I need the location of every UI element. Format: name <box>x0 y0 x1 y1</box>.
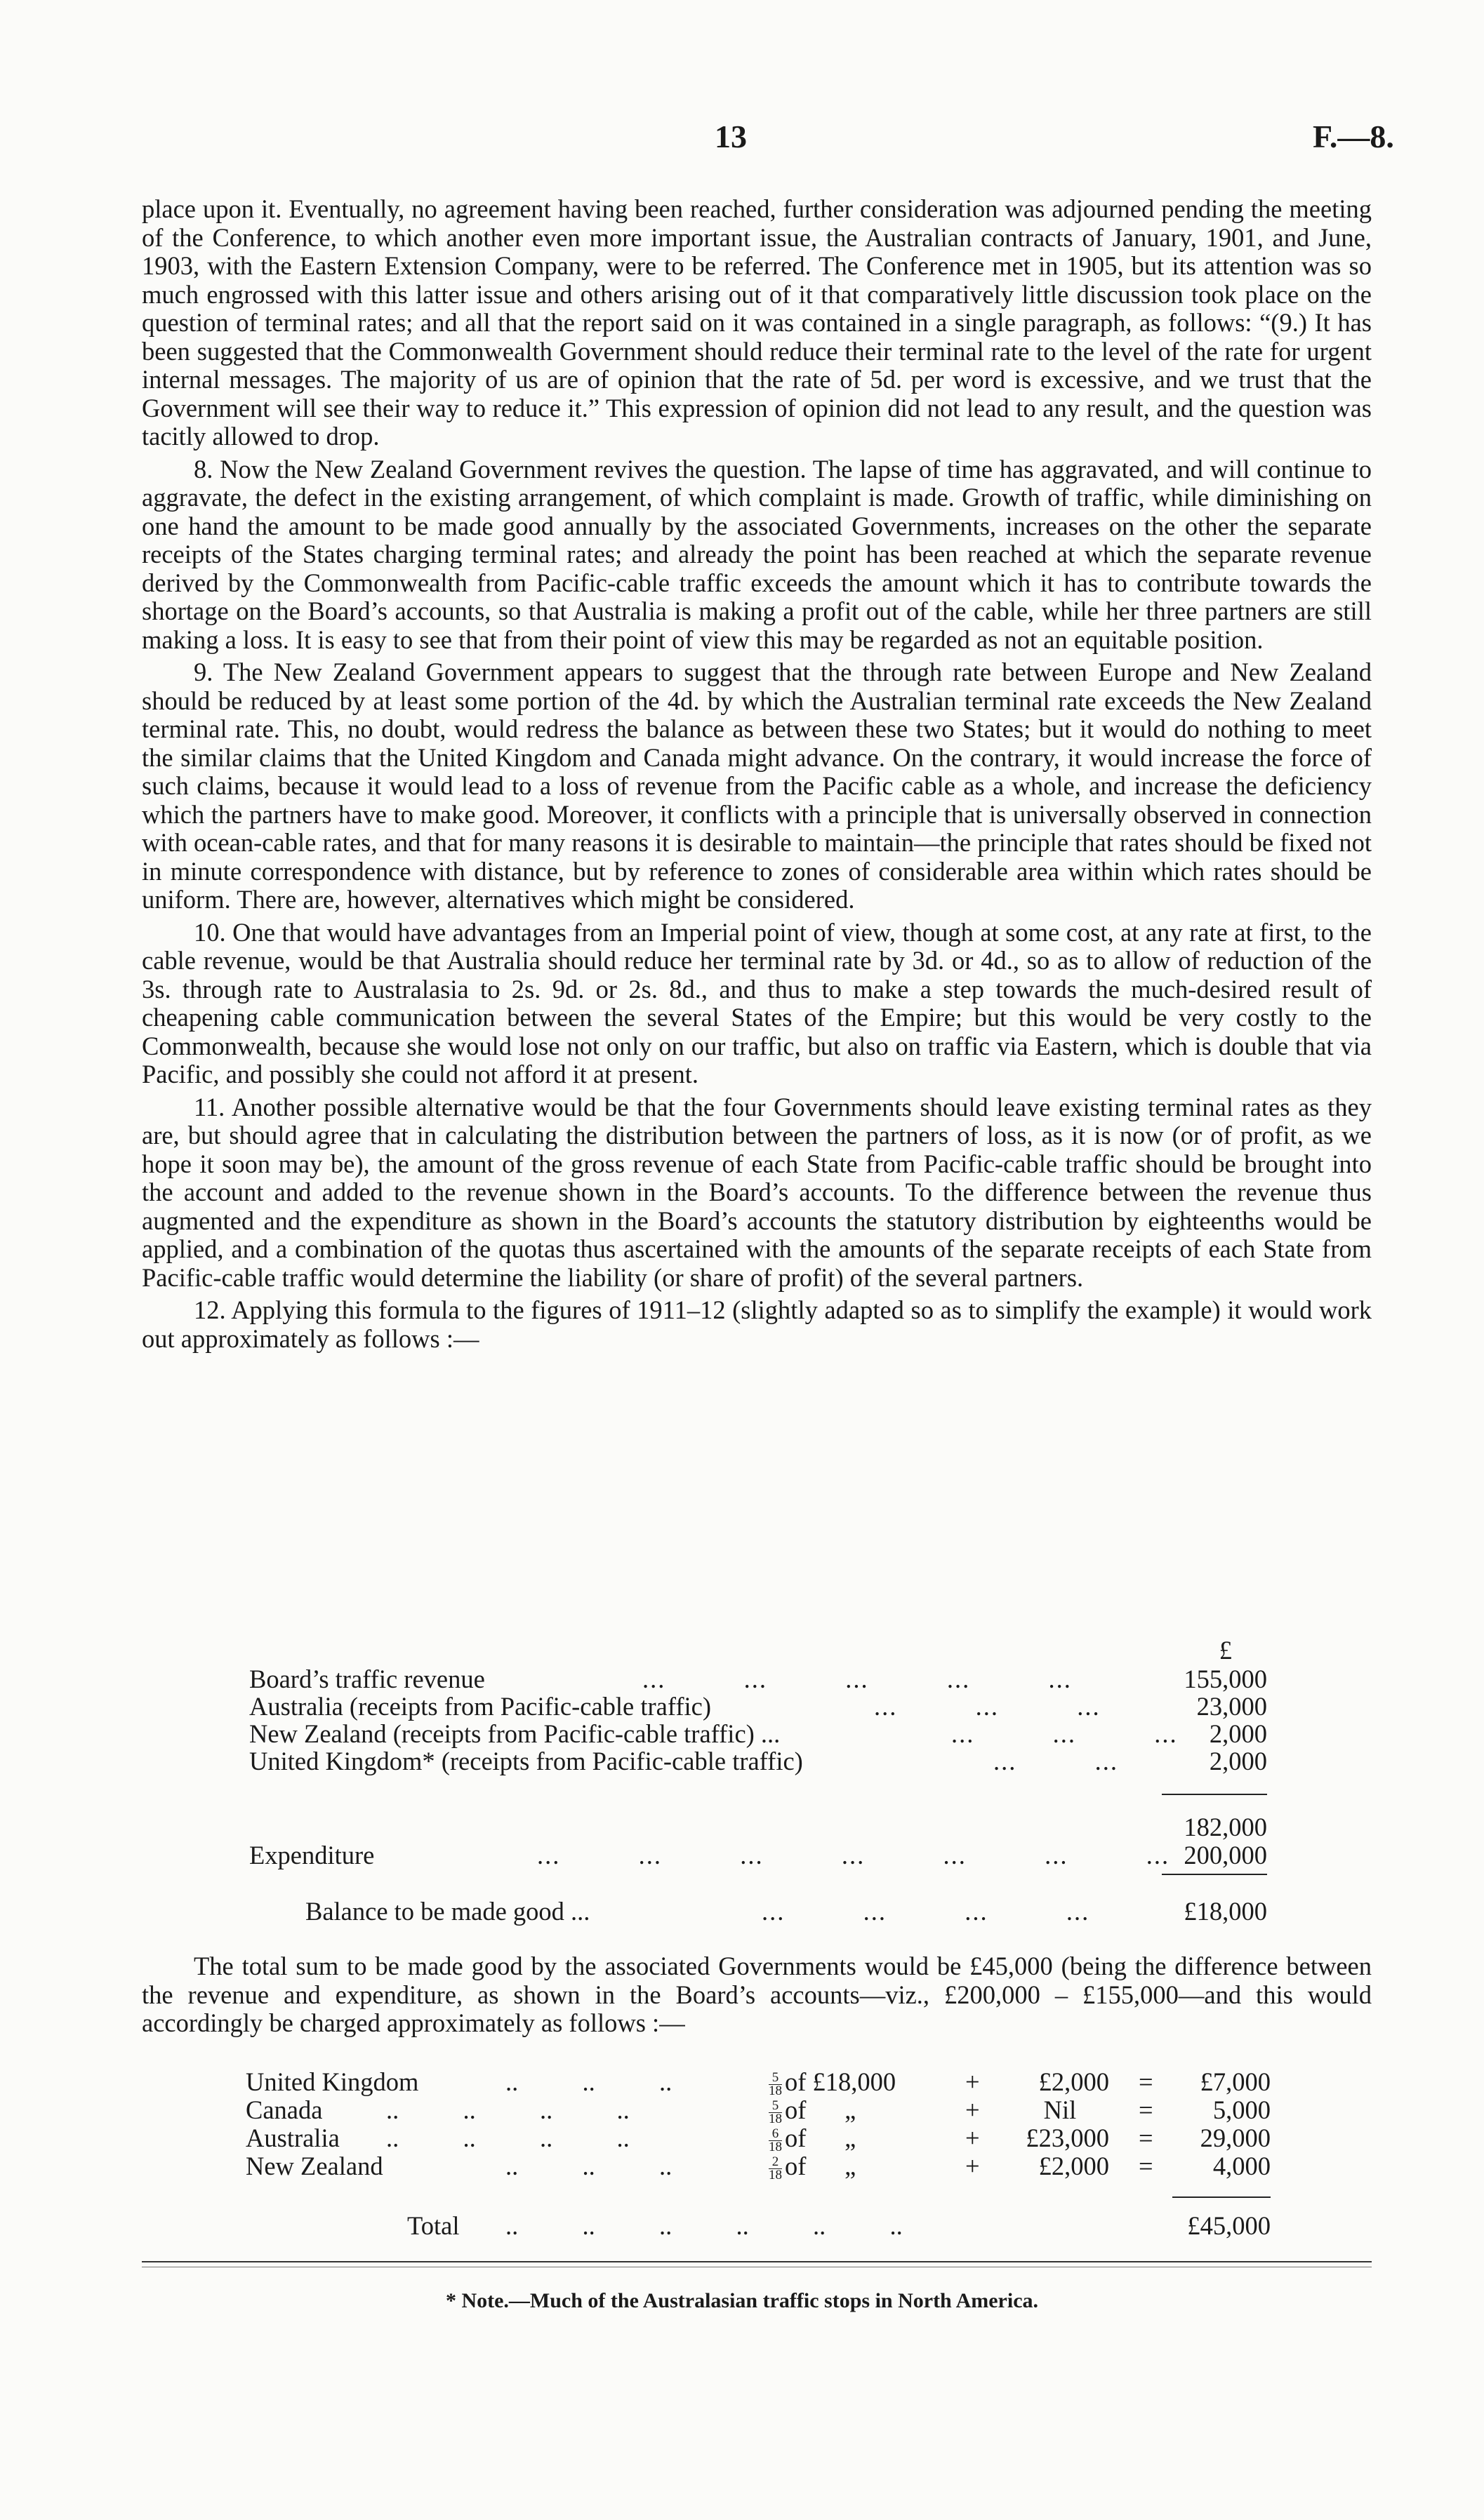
body-text <box>142 195 1372 1357</box>
table-row: Board’s traffic revenue ... ... ... ... ... 155,000 <box>249 1665 1267 1693</box>
paragraph-total-sum: The total sum to be made good by the associated Governments would be £45,000 (being the difference between the revenue and expenditure, as shown in the Board’s accounts—viz., £200,000 – £155,000—and this would accordingly be charged approximately as follows :— <box>142 1952 1372 2037</box>
fraction: $\frac{5}{18}$ <box>769 2070 782 2099</box>
footnote: * Note.—Much of the Australasian traffic stops in North America. <box>445 2289 1039 2312</box>
paragraph-10: 10. One that would have advantages from an Imperial point of view, though at some cost, at any rate at first, to the cable revenue, would be that Australia should reduce her terminal rate by 3d. or 4d., so as to allow of reduction of the 3s. through rate to Australasia to 2s. 9d. or 2s. 8d., and thus to make a step towards the much-desired result of cheapening cable communication between the several States of the Empire; but this would be very costly to the Commonwealth, because she would lose not only on our traffic, but also on traffic via Eastern, which is double that via Pacific, and possibly she could not afford it at present. <box>142 917 1372 1088</box>
balance-row: Balance to be made good ... ... ... ... ... £18,000 <box>305 1897 1267 1926</box>
table-row: Australia .. .. .. .. $\frac{6}{18}$ of „ + £23,000 = 29,000 <box>246 2124 1271 2155</box>
currency-symbol: £ <box>1219 1636 1232 1665</box>
paragraph-continued: place upon it. Eventually, no agreement having been reached, further consideration was adjourned pending the meeting of the Conference, to which another even more important issue, the Australian contracts of January, 1901, and June, 1903, with the Eastern Extension Company, were to be referred. The Conference met in 1905, but its attention was so much engrossed with this latter issue and others arising out of it that comparatively little discussion took place on the question of terminal rates; and all that the report said on it was contained in a single paragraph, as follows: “(9.) It has been suggested that the Commonwealth Government should reduce their terminal rate to the level of the rate for urgent internal messages. The majority of us are of opinion that the rate of 5d. per word is excessive, and we trust that the Government will see their way to reduce it.” This expression of opinion did not lead to any result, and the question was tacitly allowed to drop. <box>142 194 1372 451</box>
table-row: United Kingdom* (receipts from Pacific-cable traffic) ... ... 2,000 <box>249 1747 1267 1775</box>
paragraph-11: 11. Another possible alternative would be that the four Governments should leave existing terminal rates as they are, but should agree that in calculating the distribution between the partners of loss, as it is now (or of profit, as we hope it soon may be), the amount of the gross revenue of each State from Pacific-cable traffic should be brought into the account and added to the revenue shown in the Board’s accounts. To the difference between the revenue thus augmented and the expenditure as shown in the Board’s accounts the statutory distribution by eighteenths would be applied, and a combination of the quotas thus ascertained with the amounts of the separate receipts of each State from Pacific-cable traffic would determine the liability (or share of profit) of the several partners. <box>142 1092 1372 1292</box>
subtotal-row: 182,000 <box>1184 1813 1267 1841</box>
paragraph-12: 12. Applying this formula to the figures of 1911–12 (slightly adapted so as to simplify the example) it would work out approximately as follows :— <box>142 1295 1372 1353</box>
body-text-2 <box>142 1952 1372 2042</box>
table-row: Australia (receipts from Pacific-cable traffic) ... ... ... 23,000 <box>249 1692 1267 1721</box>
fraction: $\frac{5}{18}$ <box>769 2098 782 2127</box>
fraction: $\frac{2}{18}$ <box>769 2154 782 2183</box>
balance-rule <box>1162 1874 1267 1875</box>
total-row: Total .. .. .. .. .. .. £45,000 <box>407 2211 1271 2240</box>
table-row: New Zealand .. .. .. $\frac{2}{18}$ of „ + £2,000 = 4,000 <box>246 2152 1271 2183</box>
table-row: Canada .. .. .. .. $\frac{5}{18}$ of „ + Nil = 5,000 <box>246 2095 1271 2127</box>
total-rule <box>1172 2196 1271 2198</box>
expenditure-row: Expenditure ... ... ... ... ... ... ... 200,000 <box>249 1841 1267 1869</box>
document-reference: F.—8. <box>1313 119 1394 154</box>
fraction: $\frac{6}{18}$ <box>769 2126 782 2155</box>
footnote-divider <box>142 2261 1372 2262</box>
table-row: United Kingdom .. .. .. $\frac{5}{18}$ of £18,000 + £2,000 = £7,000 <box>246 2067 1271 2099</box>
page-number: 13 <box>715 119 747 154</box>
paragraph-9: 9. The New Zealand Government appears to suggest that the through rate between Europe and New Zealand should be reduced by at least some portion of the 4d. by which the Australian terminal rate exceeds the New Zealand terminal rate. This, no doubt, would redress the balance as between these two States; but it would do nothing to meet the similar claims that the United Kingdom and Canada might advance. On the contrary, it would increase the force of such claims, because it would lead to a loss of revenue from the Pacific cable as a whole, and increase the deficiency which the partners have to make good. Moreover, it conflicts with a principle that is universally observed in connection with ocean-cable rates, and that for many reasons it is desirable to maintain—the principle that rates should be fixed not in minute correspondence with distance, but by reference to zones of considerable area within which rates should be uniform. There are, however, alternatives which might be considered. <box>142 658 1372 914</box>
paragraph-8: 8. Now the New Zealand Government revives the question. The lapse of time has aggravated, and will continue to aggravate, the defect in the existing arrangement, of which complaint is made. Growth of traffic, while diminishing on one hand the amount to be made good annually by the associated Governments, increases on the other the separate receipts of the States charging terminal rates; and already the point has been reached at which the separate revenue derived by the Commonwealth from Pacific-cable traffic exceeds the amount which it has to contribute towards the shortage on the Board’s accounts, so that Australia is making a profit out of the cable, while her three partners are still making a loss. It is easy to see that from their point of view this may be regarded as not an equitable position. <box>142 454 1372 654</box>
sum-rule <box>1162 1794 1267 1795</box>
table-row: New Zealand (receipts from Pacific-cable traffic) ... ... ... ... 2,000 <box>249 1719 1267 1748</box>
